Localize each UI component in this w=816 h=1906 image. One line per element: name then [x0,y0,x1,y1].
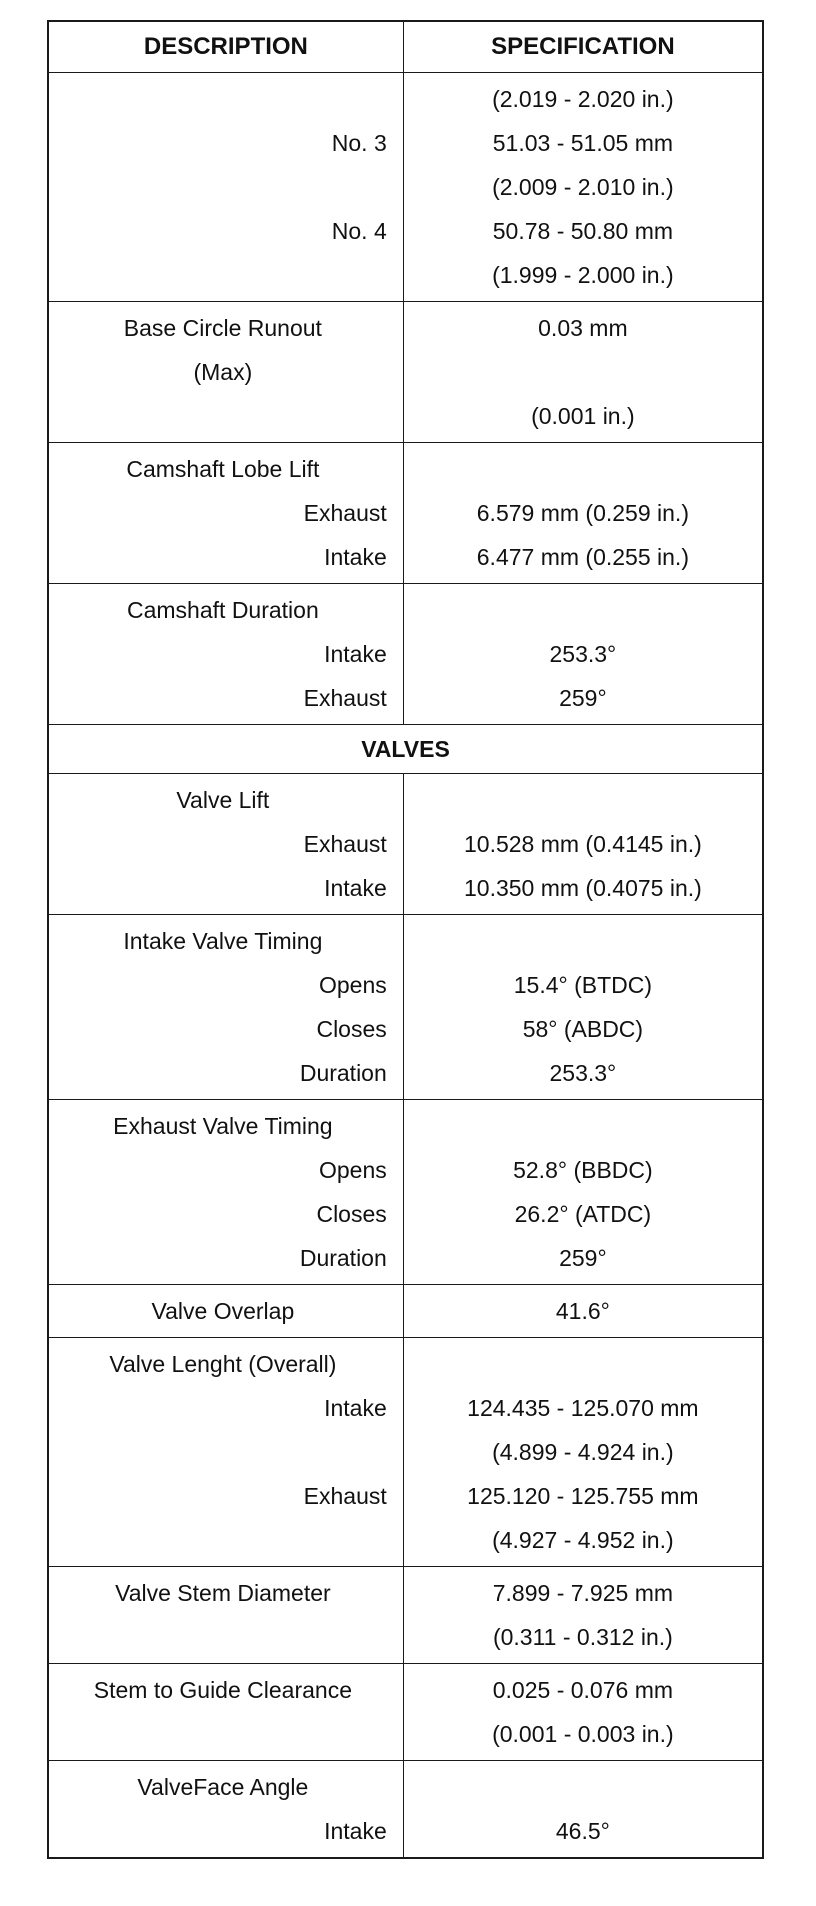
description-cell [48,1338,403,1567]
description-line [49,1615,403,1659]
specification-line [404,919,762,963]
specification-line: 26.2° (ATDC) [514,1201,652,1227]
specification-cell [403,1664,763,1761]
section-heading: VALVES [48,725,763,774]
specification-line: 253.3° [549,641,617,667]
description-line: Valve Lift [176,787,270,813]
specification-cell [403,1761,763,1859]
table-row [48,302,763,443]
description-line: No. 4 [331,218,387,244]
description-line [49,394,403,438]
description-line: Intake Valve Timing [123,928,323,954]
specification-cell [403,774,763,915]
description-line: ValveFace Angle [137,1774,309,1800]
header-description: DESCRIPTION [48,21,403,73]
description-line: Camshaft Lobe Lift [126,456,320,482]
specification-line: 0.025 - 0.076 mm [492,1677,674,1703]
description-cell [48,774,403,915]
specification-line [404,1765,762,1809]
specification-line: 259° [559,685,607,711]
description-line: Opens [319,1157,387,1183]
description-line [49,1518,403,1562]
specification-line: 52.8° (BBDC) [513,1157,653,1183]
specification-cell [403,1285,763,1338]
description-line: No. 3 [331,130,387,156]
specification-line: 259° [559,1245,607,1271]
description-cell [48,443,403,584]
description-line [49,1712,403,1756]
description-cell [48,73,403,302]
description-line: (Max) [193,359,253,385]
specification-line: 0.03 mm [538,315,628,341]
specification-line: (2.019 - 2.020 in.) [492,86,674,112]
description-line: Exhaust [303,500,387,526]
description-line: Valve Lenght (Overall) [109,1351,337,1377]
description-cell [48,1664,403,1761]
description-line [49,77,403,121]
description-line: Exhaust Valve Timing [113,1113,333,1139]
specification-line: 58° (ABDC) [522,1016,644,1042]
description-cell [48,1100,403,1285]
table-row [48,1338,763,1567]
specification-line: 124.435 - 125.070 mm [467,1395,699,1421]
description-cell [48,1567,403,1664]
specification-cell [403,73,763,302]
specification-line: 10.350 mm (0.4075 in.) [463,875,702,901]
specification-line: 7.899 - 7.925 mm [492,1580,674,1606]
table-row [48,584,763,725]
description-line: Stem to Guide Clearance [93,1677,352,1703]
table-row [48,774,763,915]
table-header-row [48,21,763,73]
specification-line [404,778,762,822]
specification-line: (1.999 - 2.000 in.) [492,262,674,288]
specification-line: 125.120 - 125.755 mm [467,1483,699,1509]
table-row [48,915,763,1100]
specification-line: (4.927 - 4.952 in.) [492,1527,674,1553]
table-row [48,73,763,302]
specification-cell [403,1338,763,1567]
specification-line [404,1104,762,1148]
specification-line [404,1342,762,1386]
description-cell [48,584,403,725]
specification-line: 6.477 mm (0.255 in.) [476,544,689,570]
specification-line: 15.4° (BTDC) [513,972,653,998]
specification-line: 6.579 mm (0.259 in.) [476,500,689,526]
description-line: Duration [299,1060,387,1086]
table-row [48,443,763,584]
specification-table [47,20,764,1859]
specification-line [404,350,762,394]
specification-line: 41.6° [555,1298,610,1324]
description-line: Intake [324,641,387,667]
description-line: Intake [324,544,387,570]
specification-cell [403,584,763,725]
section-row [48,725,763,774]
description-line: Closes [316,1201,387,1227]
specification-line: (0.001 - 0.003 in.) [492,1721,674,1747]
description-line: Exhaust [303,831,387,857]
specification-cell [403,1100,763,1285]
specification-cell [403,443,763,584]
description-cell [48,915,403,1100]
description-cell [48,1285,403,1338]
description-line: Camshaft Duration [127,597,319,623]
specification-line [404,447,762,491]
table-body [48,73,763,1859]
table-row [48,1285,763,1338]
specification-line [404,588,762,632]
specification-line: (4.899 - 4.924 in.) [492,1439,674,1465]
description-line: Valve Stem Diameter [115,1580,331,1606]
description-line: Duration [299,1245,387,1271]
description-cell [48,1761,403,1859]
specification-line: 46.5° [555,1818,610,1844]
description-line [49,253,403,297]
description-line: Exhaust [303,1483,387,1509]
description-line: Closes [316,1016,387,1042]
description-line: Base Circle Runout [123,315,322,341]
table-row [48,1761,763,1859]
description-line [49,165,403,209]
description-line: Opens [319,972,387,998]
description-line [49,1430,403,1474]
table-row [48,1664,763,1761]
table-row [48,1100,763,1285]
specification-line: 253.3° [549,1060,617,1086]
specification-cell [403,302,763,443]
description-line: Intake [324,1818,387,1844]
description-line: Valve Overlap [151,1298,295,1324]
header-specification: SPECIFICATION [403,21,763,73]
table-row [48,1567,763,1664]
specification-line: 10.528 mm (0.4145 in.) [463,831,702,857]
specification-line: (0.311 - 0.312 in.) [492,1624,673,1650]
specification-line: 50.78 - 50.80 mm [492,218,674,244]
description-cell [48,302,403,443]
description-line: Exhaust [303,685,387,711]
description-line: Intake [324,875,387,901]
specification-cell [403,915,763,1100]
description-line: Intake [324,1395,387,1421]
specification-line: (2.009 - 2.010 in.) [492,174,674,200]
specification-cell [403,1567,763,1664]
specification-line: 51.03 - 51.05 mm [492,130,674,156]
specification-line: (0.001 in.) [531,403,635,429]
